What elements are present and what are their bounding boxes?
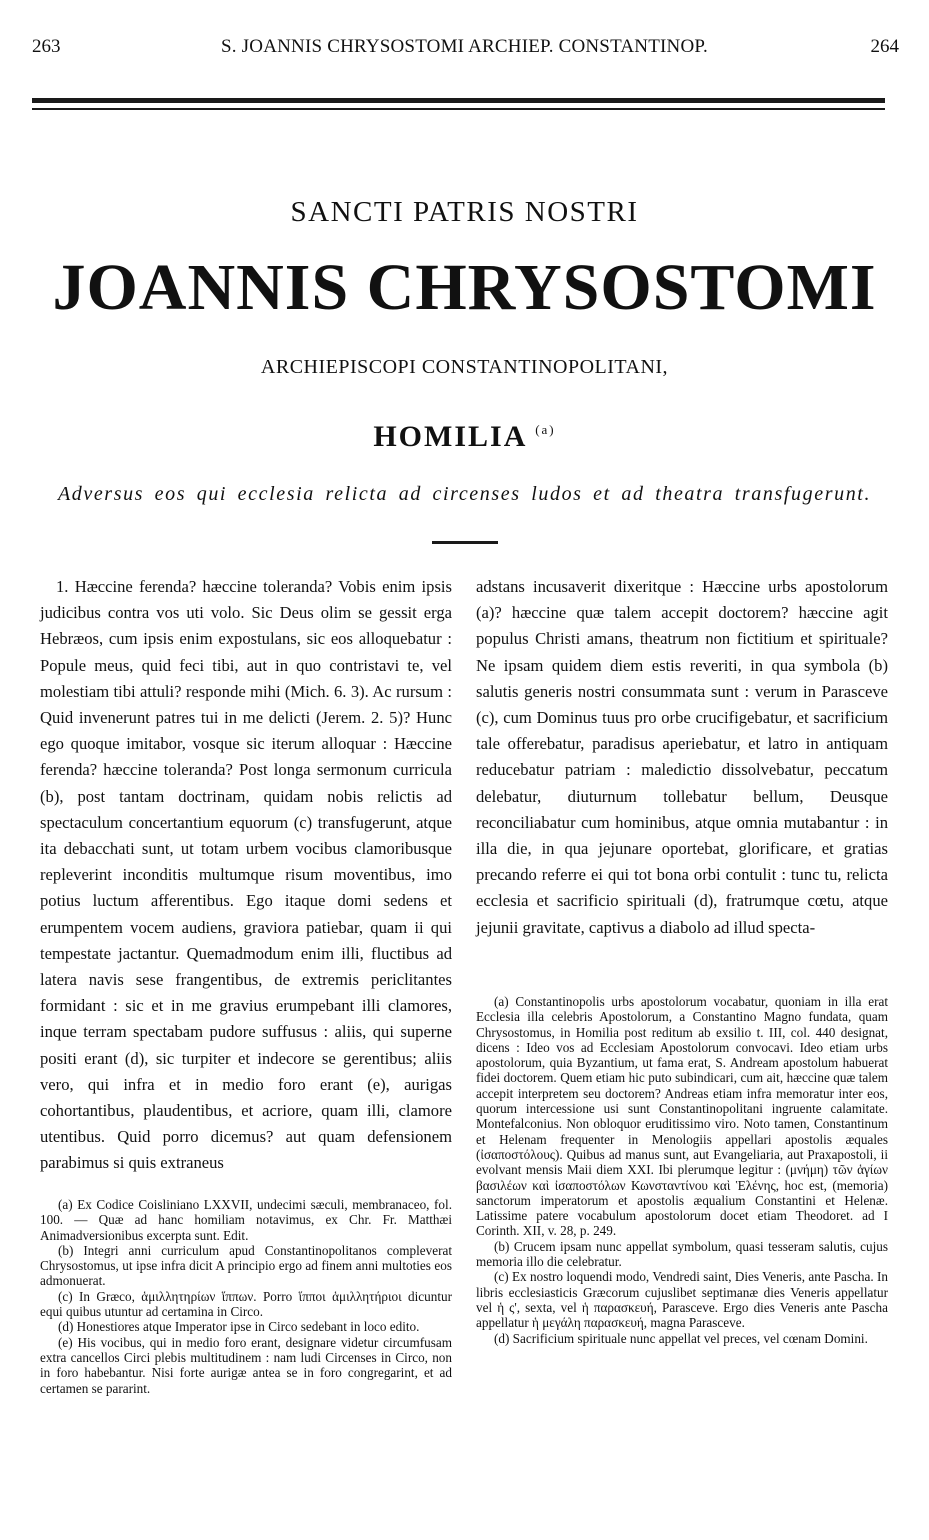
- footnotes-left: [40, 1197, 452, 1396]
- footnote: (e) His vocibus, qui in medio foro erant, designare videtur circumfusam extra cancellos Circi plebis multitudinem : nam ludi Circenses in Circo, non in foro habebantur. Nisi forte aurigæ antea se in foro congregarint, et ad certamen se pararint.: [40, 1334, 452, 1396]
- running-head: [0, 36, 929, 66]
- footnote: (b) Integri anni curriculum apud Constantinopolitanos compleverat Chrysostomus, ut ipse infra dicit A principio ergo ad finem anni multoties eos admonuerat.: [40, 1242, 452, 1289]
- body-column-right: [476, 574, 888, 941]
- body-paragraph: adstans incusaverit dixeritque : Hæccine urbs apostolorum (a)? hæccine quæ talem accepit doctorem? hæccine agit populus Christi amans, theatrum non fictitium et spirituale? Ne ipsam quidem diem estis reveriti, in qua symbola (b) salutis generis nostri consummata sunt : verum in Parasceve (c), cum Dominus tuus pro orbe crucifigebatur, et sacrificium tale offerebatur, paradisus aperiebatur, et latro in antiquam reducebatur patriam : maledictio dissolvebatur, peccatum delebatur, diuturnum tollebatur bellum, Deusque reconciliabatur cum hominibus, atque omnia mutabantur : in illa die, in qua jejunare oportebat, glorificare, et gratias precando referre ei qui tot bona orbi contulit : tunc tu, relicta ecclesia et sacrificio spirituali (d), fratrumque cœtu, atque jejunii gravitate, captivus a diabolo ad illud specta-: [476, 577, 888, 937]
- homilia-label: HOMILIA: [373, 420, 526, 453]
- footnote: (d) Sacrificium spirituale nunc appellat vel preces, vel cœnam Domini.: [494, 1330, 868, 1346]
- subtitle: SANCTI PATRIS NOSTRI: [290, 196, 639, 228]
- homilia-note-marker: (a): [535, 422, 556, 437]
- running-title: S. JOANNIS CHRYSOSTOMI ARCHIEP. CONSTANTINOP.: [221, 36, 708, 57]
- author-title: ARCHIEPISCOPI CONSTANTINOPOLITANI,: [260, 356, 669, 378]
- argument: Adversus eos qui ecclesia relicta ad circenses ludos et ad theatra transfugerunt.: [57, 483, 872, 505]
- header-rule-thin: [32, 108, 885, 110]
- footnote: (a) Constantinopolis urbs apostolorum vocabatur, quoniam in illa erat Ecclesia illa celebris Apostolorum, a Constantino Magno fundata, quam Chrysostomus, in Homilia post reditum ab exsilio t. III, col. 440 designat, dicens : Ideo vos ad Ecclesiam Apostolorum convocavi. Ideo etiam urbs apostolorum, quia Byzantium, ut fama erat, S. Andream apostolum habuerat fidei doctorem. Quem etiam hic puto subindicari, cum ait, hæccine quæ talem accepit interpretem seu doctorem? Andreas etiam infra memoratur inter eos, quorum intercessione usi sunt Constantinopolitani ingruente calamitate. Montefalconius. Non obloquor eruditissimo viro. Noto tamen, Constantinum et Helenam frequenter in Menologiis appellari apostolis æquales (ἰσαποστόλους). Quibus ad manus sunt, aut Evangeliaria, aut Praxapostoli, ii evolvant mensis Maii diem XXI. Ibi plerumque legitur : (μνήμη) τῶν ἁγίων βασιλέων καὶ ἰσαποστόλων Κωνσταντίνου καὶ Ἑλένης, hoc est, (memoria) sanctorum imperatorum et apostolis æqualium Constantini et Helenæ. Latissime patere vocabulum apostolorum docet etiam Theodoret. ad I Corinth. XII, v. 28, p. 249.: [476, 994, 888, 1239]
- body-paragraph: 1. Hæccine ferenda? hæccine toleranda? Vobis enim ipsis judicibus contra vos uti volo. Sic Deus olim se gessit erga Hebræos, cum ipsis enim expostulans, sic eos alloquebatur : Popule meus, quid feci tibi, aut in quo contristavi te, vel molestiam tibi attuli? responde mihi (Mich. 6. 3). Ac rursum : Quid invenerunt patres tui in me delicti (Jerem. 2. 5)? Hunc ego quoque imitabor, vosque sic iterum alloquar : Hæccine ferenda? hæccine toleranda? Post longa sermonum curricula (b), post tantam doctrinam, quidam nobis relictis ad spectaculum concertantium equorum (c) transfugerunt, atque ita debacchati sunt, ut totam urbem vocibus clamoribusque repleverint inconditis multumque risum moventibus, imo potius luctum afferentibus. Ego itaque domi sedens et erumpentem vocem audiens, graviora patiebar, quam ii qui tempestate jactantur. Quemadmodum enim illi, fluctibus ad latera navis sese frangentibus, de extremis periclitantes formidant : sic et in me gravius erumpebant illi clamores, inque terram spectabam pudore suffusus : aliis, qui superne positi erant (d), sic turpiter et indecore se gerentibus; aliis vero, qui infra et in medio foro erant (e), aurigas cohortantibus, plaudentibus, et acriore, quam illi, clamore utentibus. Quid porro dicemus? aut quam defensionem parabimus si quis extraneus: [40, 577, 452, 1173]
- body-column-left: [40, 574, 452, 1177]
- footnote: (b) Crucem ipsam nunc appellat symbolum, quasi tesseram salutis, cujus memoria illo die celebratur.: [476, 1238, 888, 1270]
- homilia-heading: [0, 420, 929, 454]
- header-rule-thick: [32, 98, 885, 103]
- section-divider: [432, 541, 498, 544]
- page-number-right: 264: [870, 36, 899, 57]
- footnote: (a) Ex Codice Coisliniano LXXVII, undecimi sæculi, membranaceo, fol. 100. — Quæ ad hanc homiliam notavimus, ex Chr. Fr. Matthæi Animadversionibus excerpta sunt. Edit.: [40, 1197, 452, 1243]
- page-number-left: 263: [32, 36, 61, 57]
- page-title: JOANNIS CHRYSOSTOMI: [52, 251, 877, 324]
- footnote: (d) Honestiores atque Imperator ipse in Circo sedebant in loco edito.: [58, 1319, 420, 1335]
- footnote: (c) In Græco, ἁμιλλητηρίων ἵππων. Porro ἵπποι ἁμιλλητήριοι dicuntur equi quibus utuntur ad certamina in Circo.: [40, 1288, 452, 1320]
- footnotes-right: [476, 994, 888, 1346]
- footnote: (c) Ex nostro loquendi modo, Vendredi saint, Dies Veneris, ante Pascha. In libris ecclesiasticis Græcorum cujuslibet septimanæ dies Veneris appellatur vel ἡ ς', sexta, vel ἡ παρασκευή, Parasceve. Ergo dies Veneris ante Pascha appellatur ἡ μεγάλη παρασκευή, magna Parasceve.: [476, 1269, 888, 1331]
